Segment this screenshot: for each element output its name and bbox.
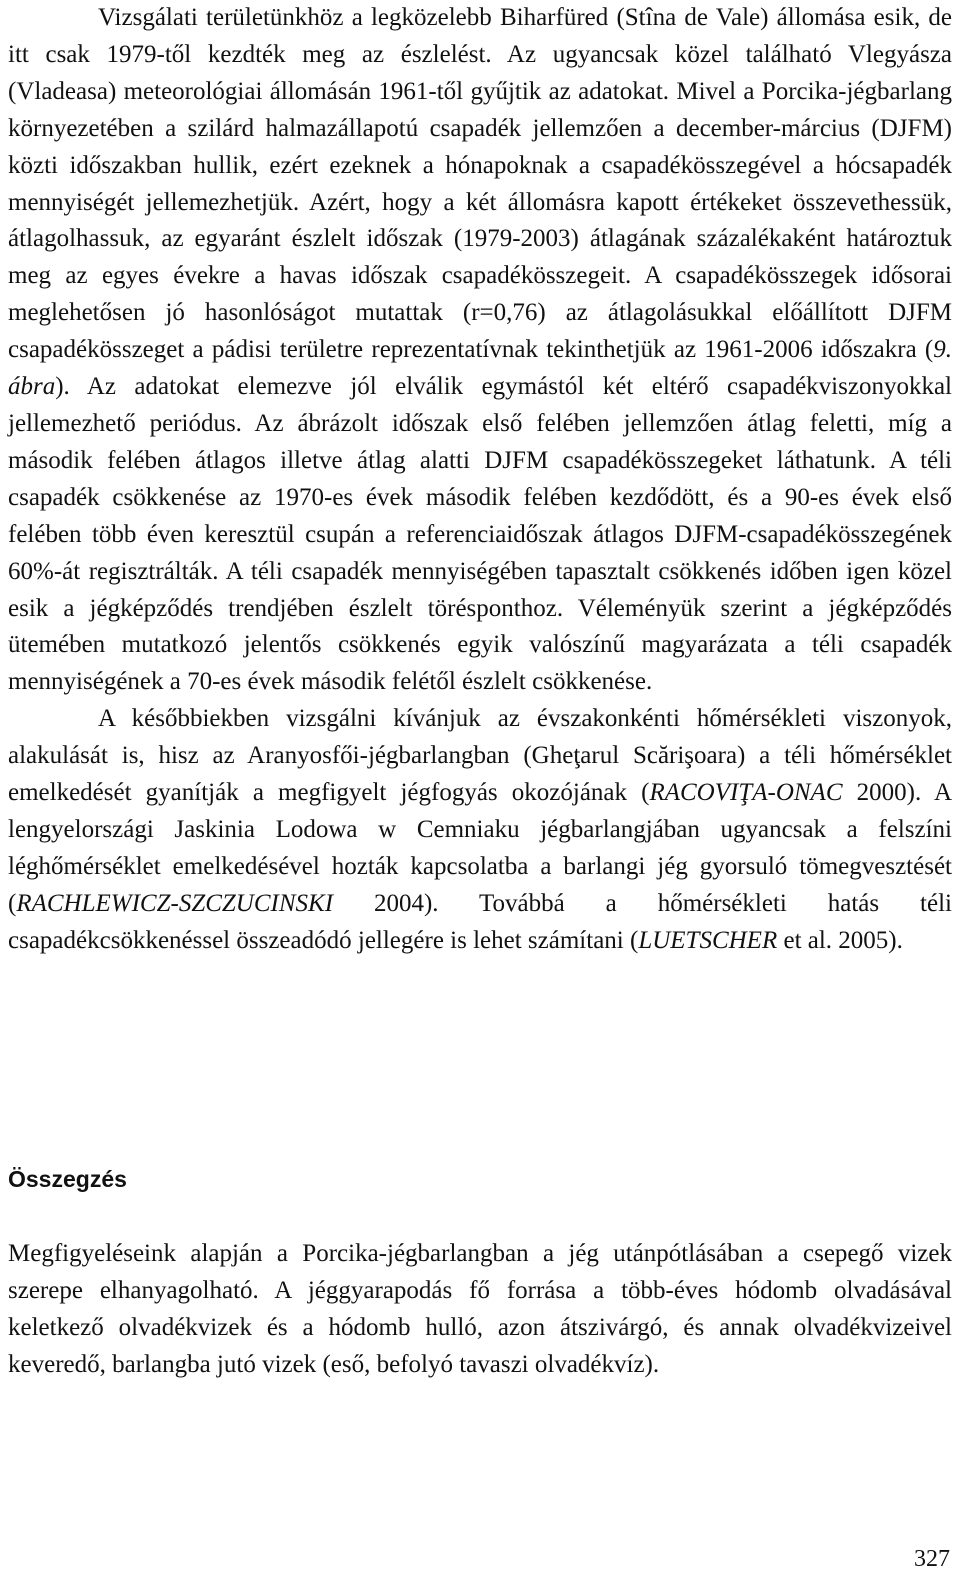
figure-reference: 9. ábra [8, 336, 952, 401]
citation-racovita-onac: RACOVIŢA-ONAC [649, 779, 843, 807]
paragraph-1-text-b: ). Az adatokat elemezve jól elválik egymástól két eltérő csapadékviszonyokkal jellemezhető periódus. Az ábrázolt időszak első felében jellemzően átlag feletti, míg a második felében átlagos illetve átlag alatti DJFM csapadékösszegeket láthatunk. A téli csapadék csökkenése az 1970-es évek második felében kezdődött, és a 90-es évek első felében több éven keresztül csupán a referenciaidőszak átlagos DJFM-csapadékösszegének 60%-át regisztrálták. A téli csapadék mennyiségében tapasztalt csökkenés időben igen közel esik a jégképződés trendjében észlelt törésponthoz. Véleményük szerint a jégképződés ütemében mutatkozó jelentős csökkenés egyik valószínű magyarázata a téli csapadék mennyiségének a 70-es évek második felétől észlelt csökkenése. [8, 373, 952, 696]
page-number: 327 [914, 1546, 950, 1572]
document-page [8, 0, 952, 1378]
summary-paragraph: Megfigyeléseink alapján a Porcika-jégbarlangban a jég utánpótlásában a csepegő vizek szerepe elhanyagolható. A jéggyarapodás fő forrása a több-éves hódomb olvadásával keletkező olvadékvizek és a hódomb hulló, azon átszivárgó, és annak olvadékvizeivel keveredő, barlangba jutó vizek (eső, befolyó tavaszi olvadékvíz). [8, 1240, 952, 1378]
body-paragraph-2 [8, 701, 952, 959]
citation-luetscher: LUETSCHER [638, 926, 778, 954]
paragraph-2-text-d: et al. 2005). [777, 926, 903, 954]
paragraph-2-text-c: 2004). Továbbá a hőmérsékleti hatás téli csapadékcsökkenéssel összeadódó jellegére is lehet számítani ( [8, 889, 952, 954]
paragraph-2-text-a: A későbbiekben vizsgálni kívánjuk az évszakonkénti hőmérsékleti viszonyok, alakulását is, hisz az Aranyosfői-jégbarlangban (Gheţarul Scărişoara) a téli hőmérséklet emelkedését gyanítják a megfigyelt jégfogyás okozójának ( [8, 705, 952, 807]
body-paragraph-1 [8, 0, 952, 701]
citation-rachlewicz-szczucinski: RACHLEWICZ-SZCZUCINSKI [16, 889, 334, 917]
section-heading-summary: Összegzés [8, 1166, 127, 1192]
paragraph-2-text-b: 2000). A lengyelországi Jaskinia Lodowa w Cemniaku jégbarlangjában ugyancsak a felszíni léghőmérséklet emelkedésével hozták kapcsolatba a barlangi jég gyorsuló tömegvesztését ( [8, 779, 952, 917]
paragraph-1-text-a: Vizsgálati területünkhöz a legközelebb Biharfüred (Stîna de Vale) állomása esik, de itt csak 1979-től kezdték meg az észlelést. Az ugyancsak közel található Vlegyásza (Vladeasa) meteorológiai állomásán 1961-től gyűjtik az adatokat. Mivel a Porcika-jégbarlang környezetében a szilárd halmazállapotú csapadék jellemzően a december-március (DJFM) közti időszakban hullik, ezért ezeknek a hónapoknak a csapadékösszegével a hócsapadék mennyiségét jellemezhetjük. Azért, hogy a két állomásra kapott értékeket összevethessük, átlagolhassuk, az egyaránt észlelt időszak (1979-2003) átlagának százalékaként határoztuk meg az egyes évekre a havas időszak csapadékösszegeit. A csapadékösszegek idősorai meglehetősen jó hasonlóságot mutattak (r=0,76) az átlagolásukkal előállított DJFM csapadékösszeget a pádisi területre reprezentatívnak tekinthetjük az 1961-2006 időszakra ( [8, 4, 952, 364]
